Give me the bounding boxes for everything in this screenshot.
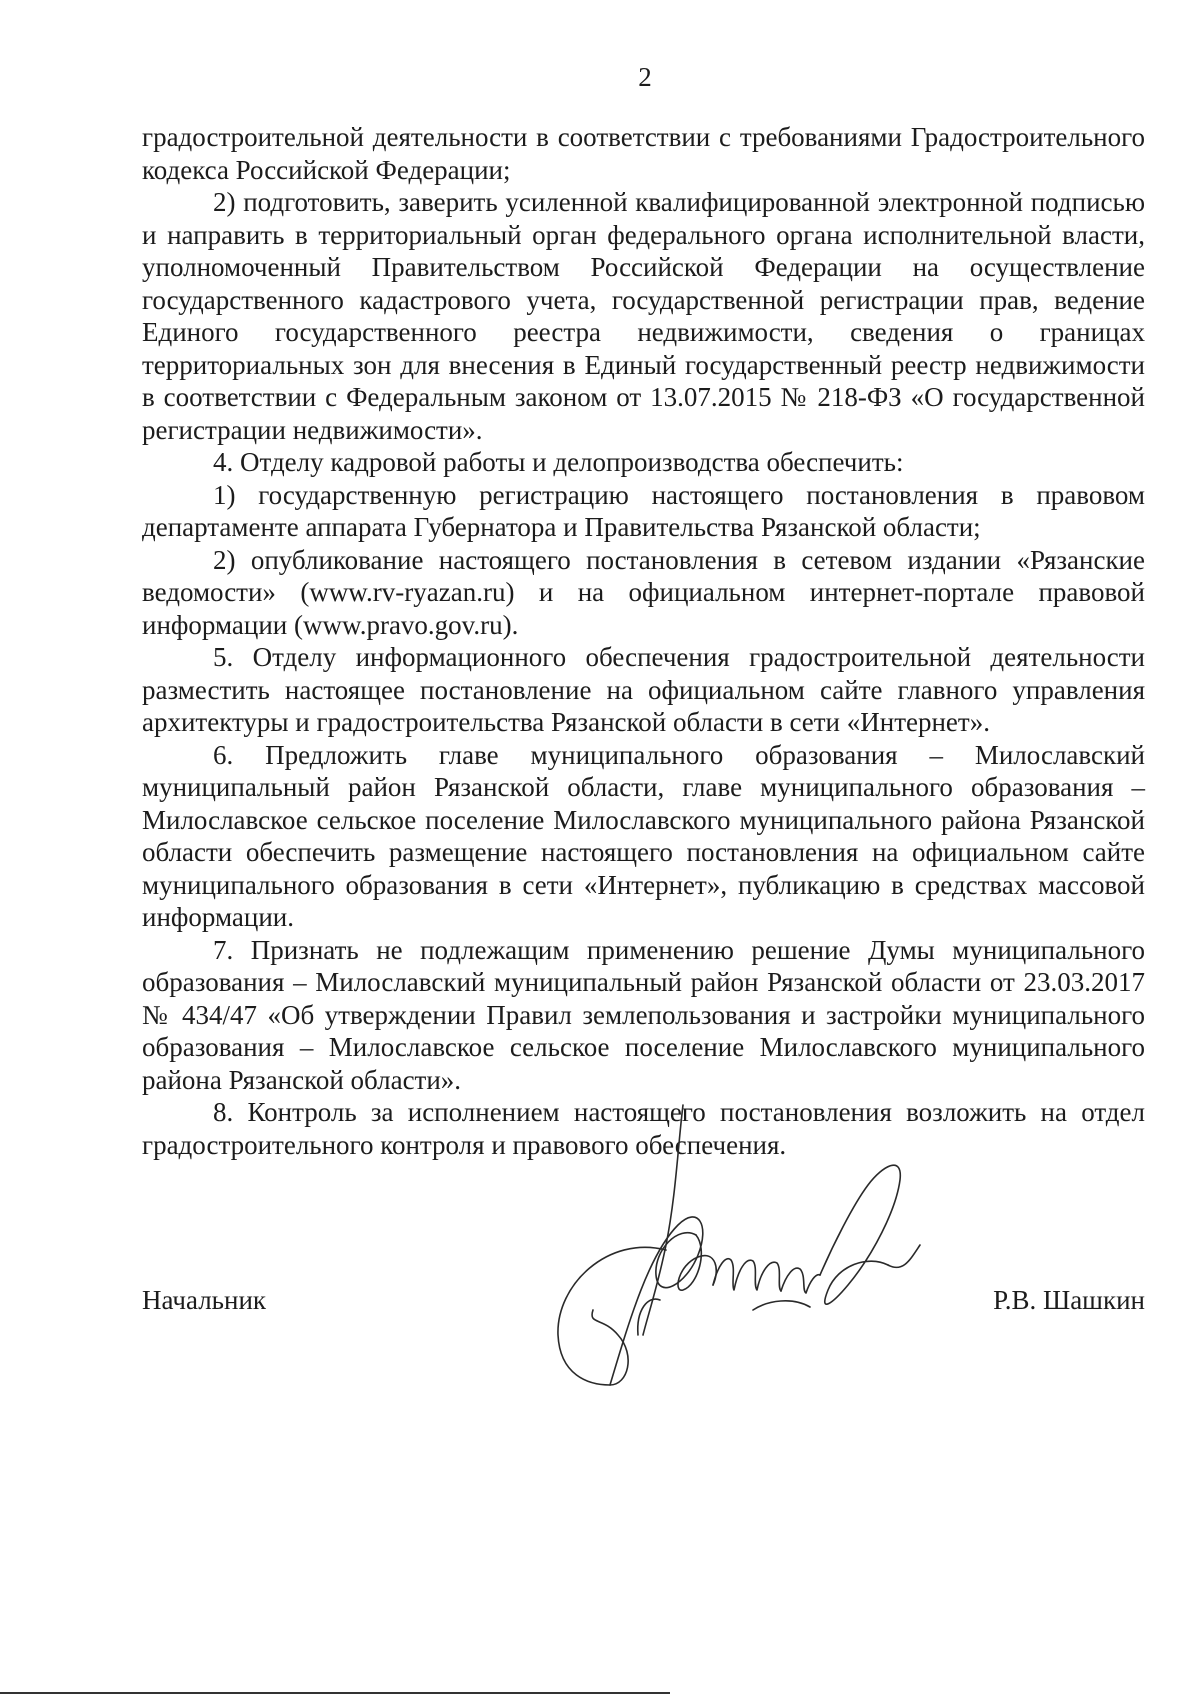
paragraph: 8. Контроль за исполнением настоящего постановления возложить на отдел градостроительного контроля и правового обеспечения. [142,1097,1145,1160]
paragraph: 6. Предложить главе муниципального образования – Милославский муниципальный район Рязанской области, главе муниципального образования – Милославское сельское поселение Милославского муниципального района Рязанской области обеспечить размещение настоящего постановления на официальном сайте муниципального образования в сети «Интернет», публикацию в средствах массовой информации. [142,739,1145,932]
paragraph: 2) подготовить, заверить усиленной квалифицированной электронной подписью и направить в территориальный орган федерального органа исполнительной власти, уполномоченный Правительством Российской Федерации на осуществление государственного кадастрового учета, государственной регистрации прав, ведение Единого государственного реестра недвижимости, сведения о границах территориальных зон для внесения в Единый государственный реестр недвижимости в соответствии с Федеральным законом от 13.07.2015 № 218-ФЗ «О государственной регистрации недвижимости». [142,187,1145,445]
document-body [142,121,1145,1161]
paragraph: 4. Отделу кадровой работы и делопроизводства обеспечить: [213,447,904,477]
page-number: 2 [638,62,652,92]
paragraph: 1) государственную регистрацию настоящего постановления в правовом департаменте аппарата Губернатора и Правительства Рязанской области; [142,479,1145,542]
paragraph: 5. Отделу информационного обеспечения градостроительной деятельности разместить настоящее постановление на официальном сайте главного управления архитектуры и градостроительства Рязанской области в сети «Интернет». [142,642,1145,737]
paragraph: 2) опубликование настоящего постановления в сетевом издании «Рязанские ведомости» (www.rv-ryazan.ru) и на официальном интернет-портале правовой информации (www.pravo.gov.ru). [142,544,1145,640]
paragraph: 7. Признать не подлежащим применению решение Думы муниципального образования – Милославский муниципальный район Рязанской области от 23.03.2017 № 434/47 «Об утверждении Правил землепользования и застройки муниципального образования – Милославское сельское поселение Милославского муниципального района Рязанской области». [142,934,1145,1095]
bottom-rule [0,1692,670,1694]
position-title: Начальник [142,1285,267,1315]
signer-name: Р.В. Шашкин [993,1285,1145,1315]
paragraph: градостроительной деятельности в соответствии с требованиями Градостроительного кодекса Российской Федерации; [142,122,1145,185]
handwritten-signature [548,1085,928,1425]
